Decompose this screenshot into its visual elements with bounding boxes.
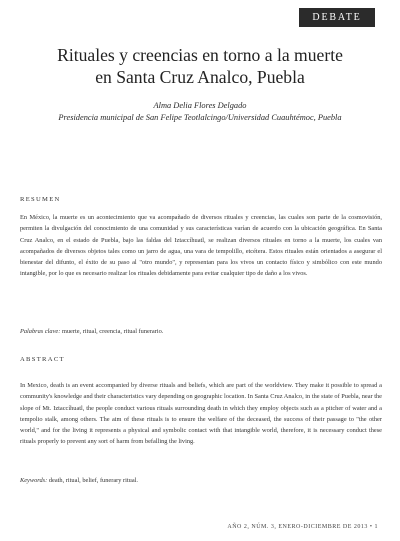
keywords-en: death, ritual, belief, funerary ritual. [48,477,138,484]
title-line-2: en Santa Cruz Analco, Puebla [95,67,305,87]
keywords-label-es: Palabras clave: [20,328,61,335]
author-name: Alma Delia Flores Delgado [153,101,247,110]
resumen-body: En México, la muerte es un acontecimiento que va acompañado de diversos rituales y creencias, las cuales son parte de la cosmovisión, permiten la divulgación del conocimiento de una comunidad y sus características varían de acuerdo con la ubicación geográfica. En Santa Cruz Analco, en el estado de Puebla, bajo las faldas del Iztaccíhuatl, se realizan diversos rituales en torno a la muerte, los cuales van acompañados de diversos objetos tales como un jarro de agua, una vara de tempolillo, etcétera. Estos rituales están orientados a asegurar el bienestar del difunto, el éxito de su paso al "otro mundo", y representan para los vivos un contacto físico y simbólico con este mundo intangible, por lo que es necesario realizar los rituales debidamente para evitar cualquier tipo de daño a los vivos. [20,214,382,278]
abstract-body: In Mexico, death is an event accompanied by diverse rituals and beliefs, which are part of the worldview. They make it possible to spread a community's knowledge and their characteristics vary depending on geographic location. In Santa Cruz Analco, in the state of Puebla, near the slope of Mt. Iztaccíhuatl, the people conduct various rituals surrounding death in which they employ objects such as a pitcher of water and a tempolio stalk, among others. The aim of these rituals is to ensure the welfare of the deceased, the success of their passage to "the other world," and for the living it represents a physical and symbolic contact with that intangible world, therefore, it is necessary conduct these rituals properly to prevent any sort of harm from befalling the living. [20,382,382,446]
title-line-1: Rituales y creencias en torno a la muerte [57,45,343,65]
keywords-es: muerte, ritual, creencia, ritual funerario. [61,328,164,335]
resumen-heading: RESUMEN [20,196,61,203]
page-footer: AÑO 2, NÚM. 3, ENERO-DICIEMBRE DE 2013 • 1 [227,524,378,530]
author-affiliation: Presidencia municipal de San Felipe Teotlalcingo/Universidad Cuauhtémoc, Puebla [58,113,342,122]
section-tag: DEBATE [299,8,375,27]
author-block [20,100,380,124]
abstract-keywords [20,475,382,486]
abstract-heading: ABSTRACT [20,356,65,363]
article-title [24,44,376,88]
resumen-keywords [20,326,382,337]
keywords-label-en: Keywords: [20,477,48,484]
